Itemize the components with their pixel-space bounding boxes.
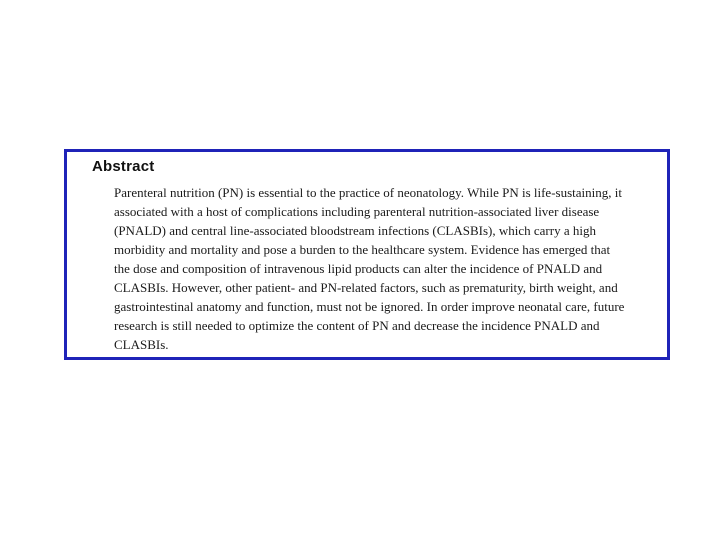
abstract-line: the dose and composition of intravenous lipid products can alter the incidence of PNALD and	[114, 261, 603, 276]
abstract-heading: Abstract	[92, 158, 155, 175]
abstract-line: gastrointestinal anatomy and function, must not be ignored. In order improve neonatal care, future	[114, 299, 625, 314]
abstract-line: CLASBIs. However, other patient- and PN-related factors, such as prematurity, birth weight, and	[114, 280, 618, 295]
abstract-line: CLASBIs.	[114, 337, 169, 352]
abstract-line: associated with a host of complications including parenteral nutrition-associated liver disease	[114, 204, 600, 219]
abstract-line: research is still needed to optimize the content of PN and decrease the incidence PNALD and	[114, 318, 600, 333]
abstract-body	[114, 183, 654, 354]
abstract-line: Parenteral nutrition (PN) is essential to the practice of neonatology. While PN is life-sustaining, it	[114, 185, 622, 200]
abstract-line: (PNALD) and central line-associated bloodstream infections (CLASBIs), which carry a high	[114, 223, 596, 238]
abstract-box	[64, 149, 670, 360]
abstract-line: morbidity and mortality and pose a burden to the healthcare system. Evidence has emerged that	[114, 242, 611, 257]
